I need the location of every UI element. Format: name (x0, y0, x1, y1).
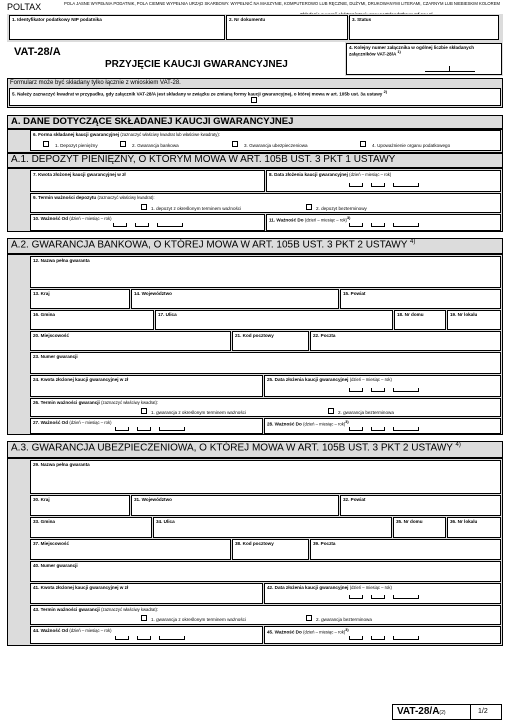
a2-city-label: 20. Miejscowość (33, 333, 70, 338)
document-number-field (226, 15, 348, 40)
a3-voivodeship-field[interactable] (131, 495, 339, 516)
status-field (349, 15, 499, 40)
section-a3-title-text: A.3. GWARANCJA UBEZPIECZENIOWA, O KTÓREJ MOWA W ART. 105B UST. 3 PKT 2 USTAWY (11, 442, 453, 454)
a2-voivodeship-field[interactable] (131, 289, 339, 309)
a2-commune-field[interactable] (30, 310, 154, 330)
a3-country-label: 30. Kraj (33, 497, 50, 502)
guarantee-form-label: 6. Forma składanej kaucji gwarancyjnej (33, 132, 120, 137)
attachment-number-divider (449, 66, 450, 72)
a2-valid-to-hint: (dzień – miesiąc – rok) (303, 421, 346, 427)
a3-post-office-field[interactable] (310, 539, 501, 560)
status-label: 3. Status (352, 17, 372, 22)
a3-country-field[interactable] (30, 495, 130, 516)
a2-county-field[interactable] (340, 289, 501, 309)
option-deposit-checkbox[interactable] (43, 141, 49, 147)
a3-fixed-term-label: 1. gwarancja z określonym terminem ważności (151, 617, 246, 622)
a1-amount-field[interactable] (30, 170, 265, 192)
a2-indefinite-checkbox[interactable] (328, 408, 334, 414)
a3-post-office-label: 39. Poczta (313, 541, 336, 546)
form-code: VAT-28/A (14, 46, 61, 58)
a3-date-field[interactable] (264, 583, 501, 604)
a1-date-field[interactable] (266, 170, 501, 192)
a2-postal-code-label: 21. Kod pocztowy (235, 333, 274, 338)
nip-label: 1. Identyfikator podatkowy NIP podatnika (12, 17, 102, 22)
section-a2-title (7, 238, 503, 254)
a2-valid-to-label: 28. Ważność Do (267, 421, 302, 427)
a1-date-hint: (dzień – miesiąc – rok) (349, 172, 392, 177)
a3-valid-from-field[interactable] (30, 626, 263, 644)
a1-indefinite-label: 2. depozyt bezterminowy (316, 206, 367, 211)
a2-commune-label: 16. Gmina (33, 312, 55, 317)
a3-postal-code-label: 38. Kod pocztowy (235, 541, 274, 546)
a3-apartment-number-field[interactable] (447, 517, 501, 538)
a2-apartment-number-label: 19. Nr lokalu (450, 312, 478, 317)
a2-guarantor-name-label: 12. Nazwa pełna gwaranta (33, 258, 90, 263)
a3-valid-from-hint: (dzień – miesiąc – rok) (69, 628, 112, 633)
a3-valid-to-label: 45. Ważność Do (267, 629, 302, 635)
a2-fixed-term-label: 1. gwarancja z określonym terminem ważności (151, 410, 246, 415)
a3-valid-to-field[interactable] (264, 626, 501, 644)
a3-commune-label: 33. Gmina (33, 519, 55, 524)
footnote-4: 4) (409, 239, 416, 245)
a3-amount-field[interactable] (30, 583, 263, 604)
a3-county-field[interactable] (340, 495, 501, 516)
a2-validity-hint: (zaznaczyć właściwy kwadrat): (101, 400, 159, 405)
a2-street-field[interactable] (155, 310, 393, 330)
brand-poltax: POLTAX (7, 2, 42, 12)
a3-date-hint: (dzień – miesiąc – rok) (349, 585, 392, 590)
a3-apartment-number-label: 36. Nr lokalu (450, 519, 478, 524)
a3-valid-from-label: 44. Ważność Od (33, 628, 69, 633)
attachment-number-line (425, 66, 475, 72)
a2-country-label: 13. Kraj (33, 291, 50, 296)
a3-validity-label: 43. Termin ważności gwarancji (33, 607, 100, 612)
a3-street-field[interactable] (153, 517, 392, 538)
a2-date-label: 25. Data złożenia kaucji gwarancyjnej (267, 377, 349, 382)
a2-valid-to-field[interactable] (264, 418, 501, 434)
a2-valid-from-label: 27. Ważność Od (33, 420, 69, 425)
a3-fixed-term-checkbox[interactable] (141, 615, 147, 621)
a3-voivodeship-label: 31. Województwo (134, 497, 172, 502)
footnote-2: 2) (383, 90, 388, 94)
a2-guarantor-name-field[interactable] (30, 256, 501, 288)
a2-apartment-number-field[interactable] (447, 310, 501, 330)
footer-code-text: VAT-28/A (397, 706, 440, 717)
option-insurance-guarantee-checkbox[interactable] (232, 141, 238, 147)
a1-fixed-term-checkbox[interactable] (141, 204, 147, 210)
a2-date-hint: (dzień – miesiąc – rok) (349, 377, 392, 382)
a2-date-field[interactable] (264, 375, 501, 397)
a1-fixed-term-label: 1. depozyt z określonym terminem ważności (151, 206, 242, 211)
option-deposit-label: 1. Depozyt pieniężny (55, 143, 98, 148)
a3-street-label: 34. Ulica (156, 519, 175, 524)
a2-guarantee-number-label: 23. Numer gwarancji (33, 354, 78, 359)
a3-house-number-field[interactable] (393, 517, 446, 538)
change-form-checkbox[interactable] (251, 97, 257, 103)
a1-indefinite-checkbox[interactable] (306, 204, 312, 210)
a3-city-label: 37. Miejscowość (33, 541, 70, 546)
a3-validity-hint: (zaznaczyć właściwy kwadrat): (101, 607, 159, 612)
a1-validity-hint: (zaznaczyć właściwy kwadrat): (97, 195, 155, 200)
footer-form-code (397, 706, 446, 717)
change-form-label: 5. Należy zaznaczyć kwadrat w przypadku, gdy załącznik VAT-28/A jest składany w związku ze zmianą formy kaucji gwarancyjnej, o której mowa w art. 105b ust. 3a ustawy (12, 91, 383, 97)
footer-divider (470, 704, 471, 720)
a1-valid-from-hint: (dzień – miesiąc – rok) (69, 216, 112, 221)
section-a3-title (7, 441, 503, 458)
a2-validity-field (30, 398, 501, 417)
a2-house-number-field[interactable] (394, 310, 446, 330)
a3-county-label: 32. Powiat (343, 497, 366, 502)
a1-valid-to-hint: (dzień – miesiąc – rok) (304, 217, 347, 223)
a2-city-field[interactable] (30, 331, 231, 351)
section-a1-title: A.1. DEPOZYT PIENIĘŻNY, O KTÓRYM MOWA W ART. 105B UST. 3 PKT 1 USTAWY (7, 153, 503, 168)
a1-valid-to-field[interactable] (266, 214, 501, 231)
footer-page-number: 1/2 (478, 708, 488, 715)
a2-street-label: 17. Ulica (158, 312, 177, 317)
option-bank-guarantee-label: 2. Gwarancja bankowa (132, 143, 179, 148)
option-tax-authority-label: 4. Upoważnienie organu podatkowego (372, 143, 451, 148)
option-tax-authority-checkbox[interactable] (360, 141, 366, 147)
a1-valid-from-label: 10. Ważność Od (33, 216, 69, 221)
footnote-3: 3) (346, 216, 351, 220)
a2-fixed-term-checkbox[interactable] (141, 408, 147, 414)
a2-postal-code-field[interactable] (232, 331, 309, 351)
a3-commune-field[interactable] (30, 517, 152, 538)
footnote-3c: 3) (345, 628, 349, 632)
a1-date-label: 8. Data złożenia kaucji gwarancyjnej (269, 172, 348, 177)
footnote-3b: 3) (345, 420, 349, 424)
a2-country-field[interactable] (30, 289, 130, 309)
section-a-title: A. DANE DOTYCZĄCE SKŁADANEJ KAUCJI GWARANCYJNEJ (7, 115, 503, 129)
a2-valid-from-field[interactable] (30, 418, 263, 434)
a2-valid-from-hint: (dzień – miesiąc – rok) (69, 420, 112, 425)
guarantee-form-hint: (zaznaczyć właściwy kwadrat lub właściwe kwadraty): (120, 132, 220, 137)
a2-indefinite-label: 2. gwarancja bezterminowa (338, 410, 394, 415)
a1-validity-field (30, 193, 501, 213)
a3-indefinite-checkbox[interactable] (306, 615, 312, 621)
a2-post-office-field[interactable] (310, 331, 501, 351)
a3-date-label: 42. Data złożenia kaucji gwarancyjnej (267, 585, 349, 590)
a1-validity-label: 9. Termin ważności depozytu (33, 195, 97, 200)
footnote-4b: 4) (455, 442, 461, 448)
option-bank-guarantee-checkbox[interactable] (120, 141, 126, 147)
a2-amount-label: 24. Kwota złożonej kaucji gwarancyjnej w zł (33, 377, 129, 382)
a3-city-field[interactable] (30, 539, 231, 560)
a2-house-number-label: 18. Nr domu (397, 312, 424, 317)
a3-guarantee-number-label: 40. Numer gwarancji (33, 563, 78, 568)
document-number-label: 2. Nr dokumentu (229, 17, 266, 22)
a3-guarantor-name-label: 29. Nazwa pełna gwaranta (33, 462, 90, 467)
footer-version: (2) (439, 710, 446, 716)
a1-valid-from-field[interactable] (30, 214, 265, 231)
a3-indefinite-label: 2. gwarancja bezterminowa (316, 617, 372, 622)
attachment-number-label: 4. Kolejny numer załącznika w ogólnej liczbie składanych załączników VAT-28/A (349, 45, 475, 57)
a3-guarantor-name-field[interactable] (30, 460, 501, 494)
a3-guarantee-number-field[interactable] (30, 561, 501, 582)
a2-post-office-label: 22. Poczta (313, 333, 336, 338)
section-a2-title-text: A.2. GWARANCJA BANKOWA, O KTÓREJ MOWA W ART. 105B UST. 3 PKT 2 USTAWY (11, 239, 408, 251)
a2-guarantee-number-field[interactable] (30, 352, 501, 374)
fill-instructions: POLA JASNE WYPEŁNIA PODATNIK, POLA CIEMNE WYPEŁNIA URZĄD SKARBOWY. WYPEŁNIĆ NA MASZYNIE, KOMPUTEROWO LUB RĘCZNIE, DUŻYMI, DRUKOWANYMI LITERAMI, CZARNYM LUB NIEBIESKIM KOLOREM (64, 1, 500, 6)
a2-voivodeship-label: 14. Województwo (134, 291, 172, 296)
attachment-number-field[interactable] (346, 43, 502, 75)
a1-amount-label: 7. Kwota złożonej kaucji gwarancyjnej w zł (33, 172, 126, 177)
nip-field[interactable] (9, 15, 225, 40)
a2-amount-field[interactable] (30, 375, 263, 397)
a3-valid-to-hint: (dzień – miesiąc – rok) (303, 629, 346, 635)
a3-house-number-label: 35. Nr domu (396, 519, 423, 524)
option-insurance-guarantee-label: 3. Gwarancja ubezpieczeniowa (244, 143, 308, 148)
a2-county-label: 15. Powiat (343, 291, 366, 296)
form-title: PRZYJĘCIE KAUCJI GWARANCYJNEJ (105, 59, 288, 70)
submission-note: Formularz może być składany tylko łącznie z wnioskiem VAT-28. (10, 80, 181, 86)
footnote-1: 1) (397, 50, 401, 55)
a2-validity-label: 26. Termin ważności gwarancji (33, 400, 100, 405)
a3-postal-code-field[interactable] (232, 539, 309, 560)
a3-validity-field (30, 605, 501, 625)
a1-valid-to-label: 11. Ważność Do (269, 217, 304, 223)
a3-amount-label: 41. Kwota złożonej kaucji gwarancyjnej w zł (33, 585, 129, 590)
